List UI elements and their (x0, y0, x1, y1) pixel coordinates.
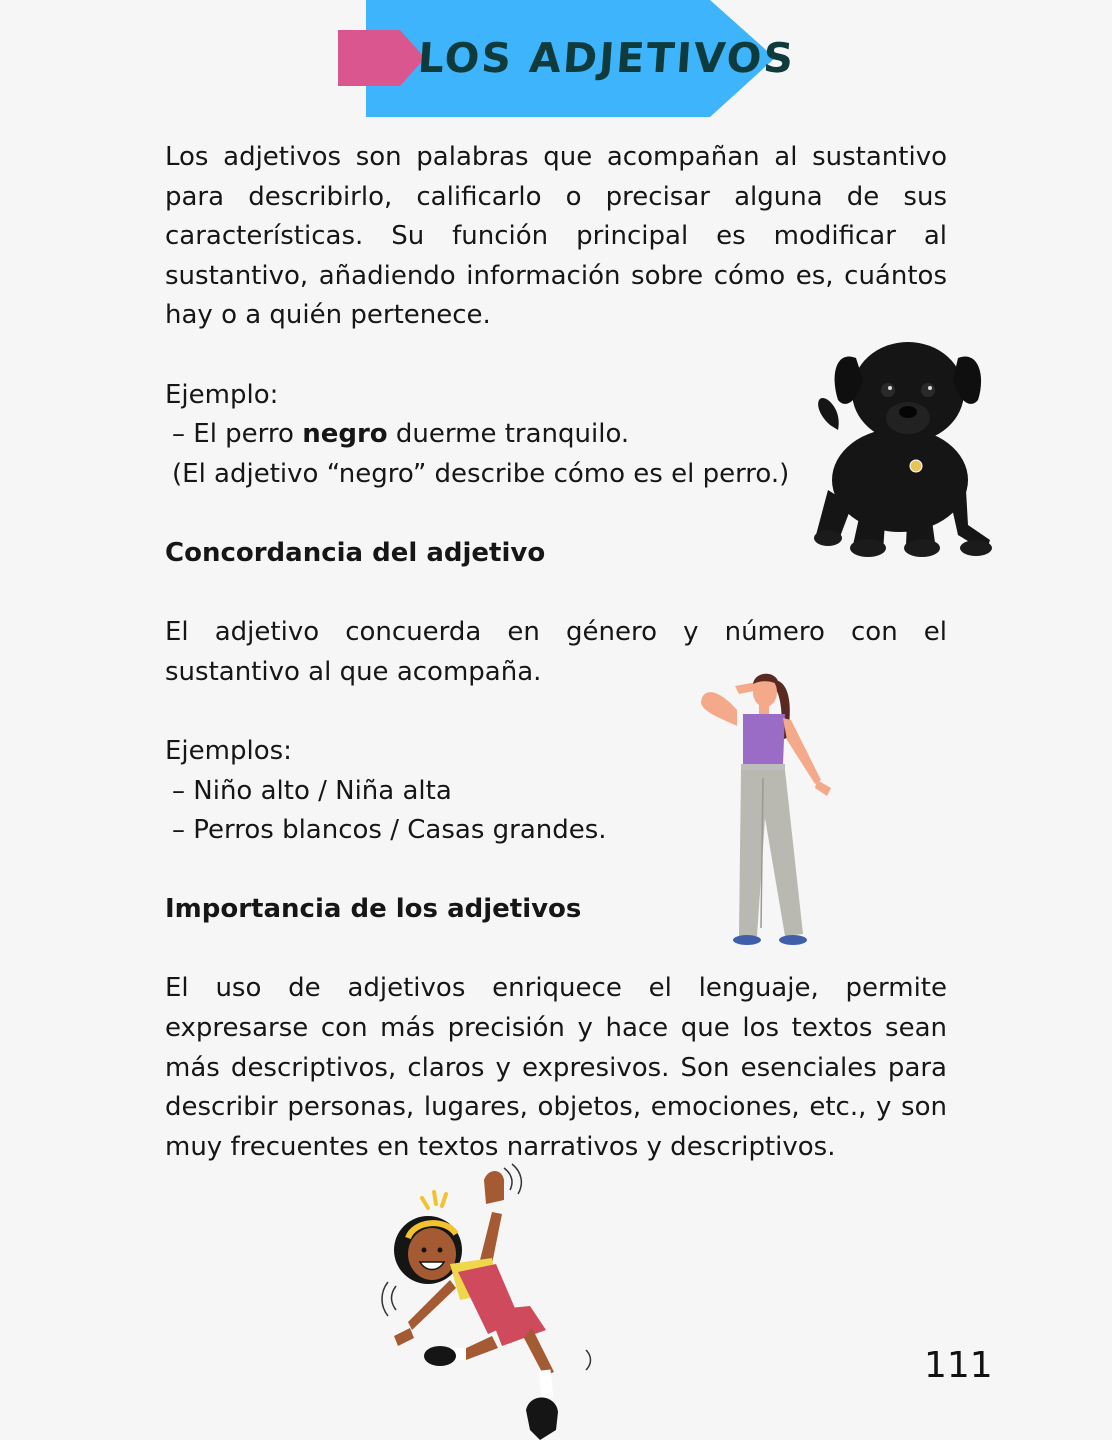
examples-label: Ejemplos: (165, 735, 292, 766)
thinking-woman-illustration (695, 668, 840, 950)
example-sentence-post: duerme tranquilo. (387, 419, 630, 450)
agreement-heading: Concordancia del adjetivo (165, 537, 546, 568)
black-puppy-illustration (808, 330, 994, 562)
page-number: 111 (924, 1345, 993, 1386)
jumping-girl-illustration (380, 1160, 610, 1440)
main-content (165, 138, 947, 1167)
example-label: Ejemplo: (165, 379, 279, 410)
agreement-example-2: – Perros blancos / Casas grandes. (172, 815, 607, 846)
importance-heading: Importancia de los adjetivos (165, 894, 582, 925)
agreement-example-1: – Niño alto / Niña alta (172, 775, 452, 806)
agreement-paragraph: El adjetivo concuerda en género y número con el sustantivo al que acompaña. (165, 617, 947, 687)
page-title: LOS ADJETIVOS (416, 34, 797, 82)
title-banner (0, 0, 1112, 125)
example-sentence-pre: – El perro (172, 419, 303, 450)
intro-paragraph: Los adjetivos son palabras que acompañan al sustantivo para describirlo, calificarlo o precisar alguna de sus características. Su función principal es modificar al sustantivo, añadiendo información sobre cómo es, cuántos hay o a quién pertenece. (165, 142, 947, 331)
example-adjective: negro (302, 419, 388, 450)
example-note: (El adjetivo “negro” describe cómo es el perro.) (172, 458, 790, 489)
importance-paragraph: El uso de adjetivos enriquece el lenguaje, permite expresarse con más precisión y hace que los textos sean más descriptivos, claros y expresivos. Son esenciales para describir personas, lugares, objetos, emociones, etc., y son muy frecuentes en textos narrativos y descriptivos. (165, 973, 947, 1162)
